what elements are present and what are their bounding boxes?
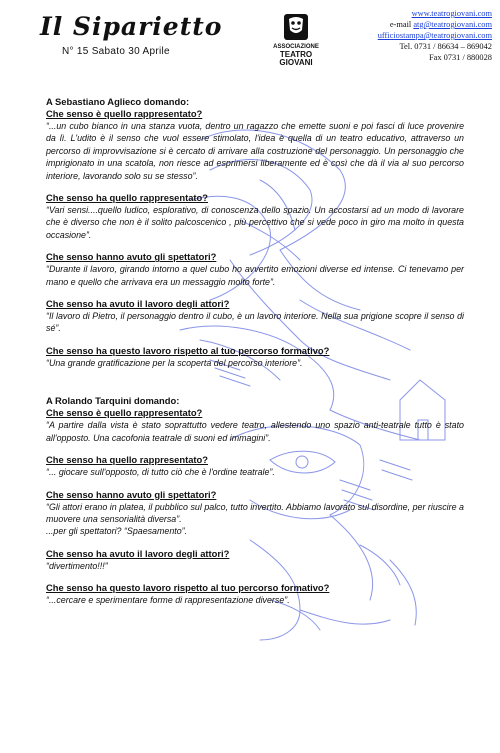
logo-line-association: ASSOCIAZIONE bbox=[273, 44, 319, 50]
answer: “Vari sensi....quello ludico, esplorativo, di conoscenza dello spazio. Un accostarsi ad un modo di lavorare che è diverso che non è il solito palcoscenico , più percettivo che si vede poco in giro ma molto in questa occasione”. bbox=[46, 205, 464, 240]
question: Che senso ha avuto il lavoro degli attori? bbox=[46, 547, 230, 559]
answer: “A partire dalla vista è stato soprattutto vedere teatro, allestendo uno spazio anti-teatrale tutto è stato all'opposto. Una cacofonia teatrale di suoni ed immagini”. bbox=[46, 420, 464, 443]
interview-heading-aglieco: A Sebastiano Aglieco domando: bbox=[46, 96, 190, 107]
email-link[interactable]: atg@teatrogiovani.com bbox=[413, 20, 492, 29]
question: Che senso ha questo lavoro rispetto al tuo percorso formativo? bbox=[46, 582, 330, 594]
contact-block bbox=[342, 8, 492, 63]
question: Che senso è quello rappresentato? bbox=[46, 407, 203, 419]
question: Che senso ha quello rappresentato? bbox=[46, 192, 209, 204]
question: Che senso hanno avuto gli spettatori? bbox=[46, 251, 217, 263]
logo-line-giovani: GIOVANI bbox=[279, 58, 313, 67]
answer: “Durante il lavoro, girando intorno a quel cubo ho avvertito emozioni diverse ed intense. Ci tenevamo per mano e quello che arrivava era un messaggio molto forte”. bbox=[46, 264, 464, 287]
interview-content bbox=[46, 96, 464, 607]
question: Che senso ha quello rappresentato? bbox=[46, 454, 209, 466]
fax-number: Fax 0731 / 880028 bbox=[428, 53, 492, 62]
answer: “Una grande gratificazione per la scoperta del percorso interiore”. bbox=[46, 357, 303, 368]
theatre-mask-logo-icon bbox=[281, 12, 311, 42]
logo-line-teatro: TEATRO bbox=[279, 50, 313, 59]
question: Che senso è quello rappresentato? bbox=[46, 108, 203, 119]
phone-number: Tel. 0731 / 86634 – 869042 bbox=[399, 42, 492, 51]
answer: “Il lavoro di Pietro, il personaggio dentro il cubo, è un lavoro interiore. Nella sua prigione scopre il senso di sé”. bbox=[46, 311, 464, 334]
newsletter-title: Il Siparietto bbox=[40, 12, 223, 41]
masthead bbox=[40, 14, 240, 57]
question: Che senso ha avuto il lavoro degli attori? bbox=[46, 298, 230, 310]
section-spacer bbox=[46, 369, 464, 395]
website-link[interactable]: www.teatrogiovani.com bbox=[411, 9, 492, 18]
answer: “...un cubo bianco in una stanza vuota, dentro un ragazzo che emette suoni e poi fasci di luce provenire da lì. L'udito è il senso che vuol essere stimolato, l'idea è quella di un teatro educativo, attraverso un percorso di improvvisazione si è cercato di arrivare alla costruzione del personaggio. Un personaggio che imprigionato in una scatola, non riesce ad esprimersi liberamente ed è così che dà il via al suo percorso interiore, lavorando solo su se stesso”. bbox=[46, 121, 464, 181]
email-label: e-mail bbox=[389, 20, 412, 29]
answer: “... giocare sull'opposto, di tutto ciò che è l'ordine teatrale”. bbox=[46, 467, 275, 478]
answer: “Gli attori erano in platea, il pubblico sul palco, tutto invertito. Abbiamo lavorato sul disordine, per riuscire a muovere una sensorialità diversa”. ...per gli spettatori? “Spaesamento”. bbox=[46, 501, 464, 537]
association-logo bbox=[268, 12, 324, 67]
answer: “...cercare e sperimentare forme di rappresentazione diverse”. bbox=[46, 595, 290, 606]
answer: “divertimento!!!” bbox=[46, 560, 108, 571]
issue-line: N° 15 Sabato 30 Aprile bbox=[62, 46, 170, 57]
press-email-link[interactable]: ufficiostampa@teatrogiovani.com bbox=[377, 31, 492, 40]
question: Che senso hanno avuto gli spettatori? bbox=[46, 488, 217, 500]
question: Che senso ha questo lavoro rispetto al tuo percorso formativo? bbox=[46, 344, 330, 356]
interview-heading-tarquini: A Rolando Tarquini domando: bbox=[46, 395, 180, 407]
